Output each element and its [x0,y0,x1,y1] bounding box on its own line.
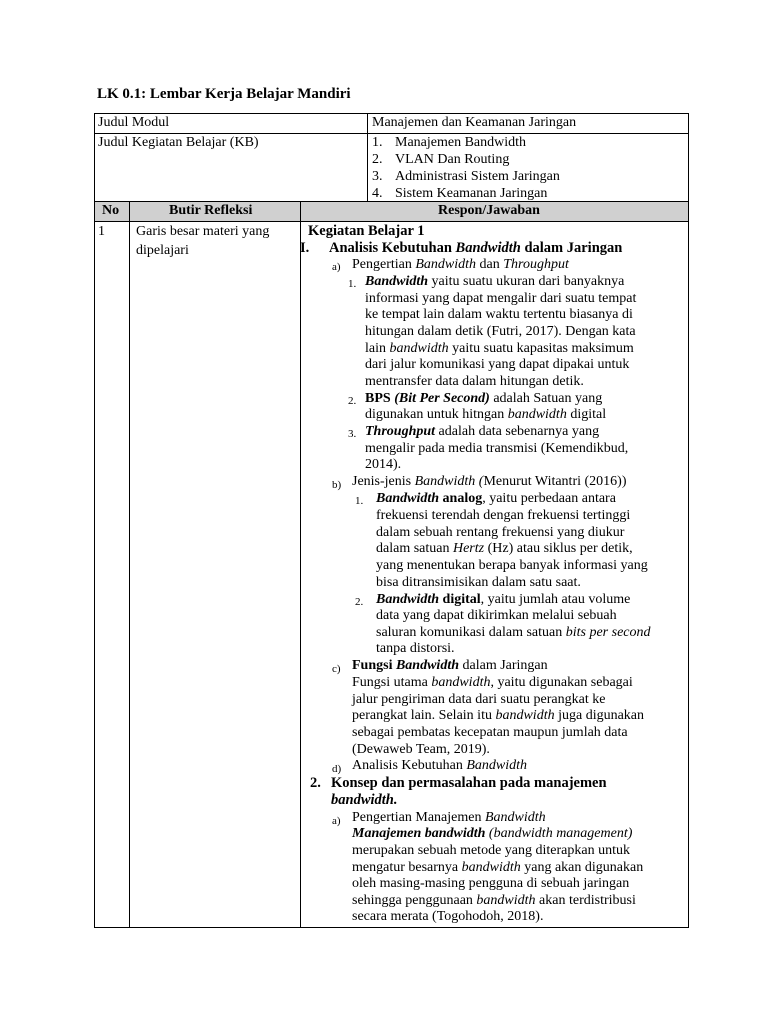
list-heading: Pengertian Bandwidth dan Throughput [352,257,569,272]
section-heading: Konsep dan permasalahan pada manajemen [331,775,607,791]
paragraph-line: perangkat lain. Selain itu bandwidth juga digunakan [352,708,645,723]
section-number: 2. [310,775,321,791]
paragraph-line: sebagai pembatas kecepatan maupun jumlah data [352,725,628,740]
paragraph-line: data yang dapat dikirimkan melalui sebuah [376,608,617,623]
paragraph-line: hitungan dalam detik (Futri, 2017). Dengan kata [365,324,636,339]
paragraph-line: saluran komunikasi dalam satuan bits per second [376,625,651,640]
header-butir-refleksi: Butir Refleksi [169,203,253,218]
kb-item: VLAN Dan Routing [395,152,510,167]
kb-item-number: 1. [372,135,383,150]
paragraph-line: BPS (Bit Per Second) adalah Satuan yang [365,391,603,406]
paragraph-line: oleh masing-masing pengguna di sebuah jaringan [352,876,630,891]
paragraph-line: dalam sebuah rentang frekuensi yang diukur [376,525,625,540]
kegiatan-heading: Kegiatan Belajar 1 [308,223,425,239]
kb-title-label: Judul Kegiatan Belajar (KB) [98,135,259,150]
row-number: 1 [98,224,105,239]
paragraph-line: digunakan untuk hitngan bandwidth digital [365,407,607,422]
list-label: d) [332,763,342,775]
paragraph-line: Bandwidth digital, yaitu jumlah atau volume [376,592,631,607]
kb-item: Administrasi Sistem Jaringan [395,169,560,184]
paragraph-line: jalur pengiriman data dari suatu perangkat ke [352,692,606,707]
list-number: 2. [355,596,364,608]
section-heading: bandwidth. [331,792,398,808]
list-number: 1. [355,495,364,507]
paragraph-line: sehingga penggunaan bandwidth akan terdistribusi [352,893,636,908]
module-title-value: Manajemen dan Keamanan Jaringan [372,115,577,130]
paragraph-line: ke tempat lain dalam waktu tertentu biasanya di [365,307,633,322]
list-number: 3. [348,428,357,440]
list-number: 2. [348,395,357,407]
paragraph-line: mengalir pada media transmisi (Kemendikbud, [365,441,629,456]
list-heading: Jenis-jenis Bandwidth (Menurut Witantri (2016)) [352,474,627,489]
module-title-label: Judul Modul [98,115,170,130]
paragraph-line: tanpa distorsi. [376,641,455,656]
paragraph-line: secara merata (Togohodoh, 2018). [352,909,544,924]
paragraph-line: Bandwidth analog, yaitu perbedaan antara [376,491,616,506]
list-heading: Analisis Kebutuhan Bandwidth [352,758,527,773]
butir-text: Garis besar materi yang [136,224,270,239]
paragraph-line: informasi yang dapat mengalir dari suatu tempat [365,291,637,306]
paragraph-line: frekuensi terendah dengan frekuensi tertinggi [376,508,631,523]
paragraph-line: 2014). [365,457,402,472]
paragraph-line: Manajemen bandwidth (bandwidth management) [352,826,633,841]
kb-item-number: 3. [372,169,383,184]
butir-text: dipelajari [136,243,189,258]
paragraph-line: bisa ditransimisikan dalam satu saat. [376,575,581,590]
kb-item-number: 2. [372,152,383,167]
paragraph-line: merupakan sebuah metode yang diterapkan untuk [352,843,630,858]
paragraph-line: mengatur besarnya bandwidth yang akan digunakan [352,860,644,875]
list-number: 1. [348,278,357,290]
section-heading: Analisis Kebutuhan Bandwidth dalam Jaringan [329,240,623,256]
paragraph-line: (Dewaweb Team, 2019). [352,742,490,757]
paragraph-line: dari jalur komunikasi yang dapat dipakai untuk [365,357,630,372]
paragraph-line: Throughput adalah data sebenarnya yang [365,424,600,439]
section-number: I. [300,240,310,256]
list-label: a) [332,261,341,273]
kb-item: Manajemen Bandwidth [395,135,527,150]
paragraph-line: dalam satuan Hertz (Hz) atau siklus per detik, [376,541,633,556]
list-heading: Pengertian Manajemen Bandwidth [352,810,546,825]
page-title: LK 0.1: Lembar Kerja Belajar Mandiri [97,86,351,102]
list-label: c) [332,663,341,675]
paragraph-line: yang menentukan berapa banyak informasi yang [376,558,648,573]
kb-item: Sistem Keamanan Jaringan [395,186,548,201]
paragraph-line: mentransfer data dalam hitungan detik. [365,374,584,389]
paragraph-line: Bandwidth yaitu suatu ukuran dari banyaknya [365,274,625,289]
list-label: a) [332,815,341,827]
list-label: b) [332,479,342,491]
paragraph-line: lain bandwidth yaitu suatu kapasitas maksimum [365,341,634,356]
paragraph-line: Fungsi utama bandwidth, yaitu digunakan sebagai [352,675,633,690]
header-no: No [102,203,120,218]
kb-item-number: 4. [372,186,383,201]
list-heading: Fungsi Bandwidth dalam Jaringan [352,658,548,673]
header-respon: Respon/Jawaban [438,203,540,218]
